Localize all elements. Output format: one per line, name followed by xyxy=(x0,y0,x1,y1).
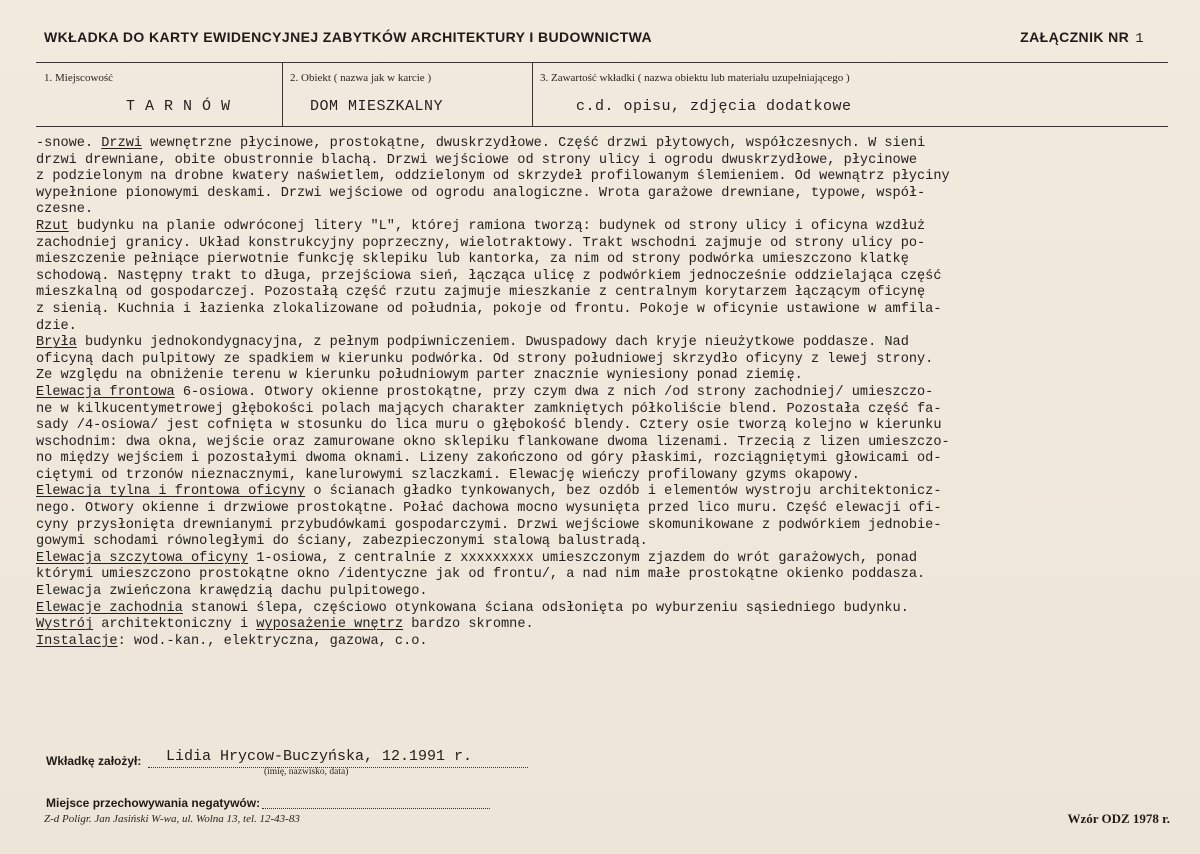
para-rear-elevation: Elewacja tylna i frontowa oficyny o ścianach gładko tynkowanych, bez ozdób i elementów wystroju architektonicz- nego. Otwory okienne i drzwiowe prostokątne. Połać dachowa mocno wysunięta przed lico muru. Część elewacji ofi- cyny przysłonięta drewnianymi przybudówkami gospodarczymi. Drzwi wejściowe skomunikowane z podwórkiem jednobie- gowymi schodami równoległymi do ściany, zabezpieczonymi stalową balustradą. xyxy=(36,484,942,550)
grid-divider-2 xyxy=(532,62,533,126)
heading-instalacje: Instalacje xyxy=(36,633,118,649)
field-town-value: T A R N Ó W xyxy=(126,98,231,115)
heading-drzwi: Drzwi xyxy=(101,136,143,151)
form-version: Wzór ODZ 1978 r. xyxy=(1067,811,1170,826)
para-interior: Wystrój architektoniczny i wyposażenie wnętrz bardzo skromne. xyxy=(36,617,534,633)
para-installations: Instalacje: wod.-kan., elektryczna, gazowa, c.o. xyxy=(36,633,428,649)
author-value: Lidia Hrycow-Buczyńska, 12.1991 r. xyxy=(166,748,473,765)
printer-imprint: Z-d Poligr. Jan Jasiński W-wa, ul. Wolna 13, tel. 12-43-83 xyxy=(44,813,300,825)
author-caption: (imię, nazwisko, data) xyxy=(264,767,349,777)
field-town-label: 1. Miejscowość xyxy=(44,72,114,84)
para-front-elevation: Elewacja frontowa 6-osiowa. Otwory okienne prostokątne, przy czym dwa z nich /od strony zachodniej/ umieszczo- ne w kilkucentymetrowej głębokości polach mających charakter zamkniętych półkoliście blend. Pozostała część fa- sady /4-osiowa/ jest cofnięta w stosunku do lica muru o głębokość blendy. Cztery osie tworzą kolejno w kierunku wschodnim: dwa okna, wejście oraz zamurowane okno sklepiku flankowane dwoma lizenami. Trzecią z lizen umieszczo- no między wejściem i pozostałymi dwoma oknami. Lizeny zakończono od góry płaskimi, rozciągniętymi głowicami od- ciętymi od trzonów nieznacznymi, kanelurowymi szlaczkami. Elewację wieńczy profilowany gzyms okapowy. xyxy=(36,384,950,483)
para-west-elevation: Elewacje zachodnia stanowi ślepa, częściowo otynkowana ściana odsłonięta po wyburzeniu sąsiedniego budynku. xyxy=(36,600,909,616)
heading-elewacja-szczytowa: Elewacja szczytowa oficyny xyxy=(36,550,249,566)
negatives-label: Miejsce przechowywania negatywów: xyxy=(46,796,261,810)
field-object-label: 2. Obiekt ( nazwa jak w karcie ) xyxy=(290,72,432,84)
para-doors: -snowe. Drzwi wewnętrzne płycinowe, prostokątne, dwuskrzydłowe. Część drzwi płytowych, współczesnych. W sieni drzwi drewniane, obite obustronnie blachą. Drzwi wejściowe od strony ulicy i ogrodu dwuskrzydłowe, płycinowe z podzielonym na drobne kwatery naświetlem, oddzielonym od skrzydeł profilowanym ślemieniem. Od wewnątrz płyciny wypełnione pionowymi deskami. Drzwi wejściowe od ogrodu analogiczne. Wrota garażowe drewniane, typowe, współ- czesne. xyxy=(36,136,950,218)
para-plan: Rzut budynku na planie odwróconej litery "L", której ramiona tworzą: budynek od strony ulicy i oficyna wzdłuż zachodniej granicy. Układ konstrukcyjny poprzeczny, wielotraktowy. Trakt wschodni zajmuje od strony ulicy po- mieszczenie pełniące pierwotnie funkcję sklepiku lub kantorka, za nim od strony podwórka umieszczono klatkę schodową. Następny trakt to długa, przejściowa sień, łącząca ulicę z podwórkiem jednocześnie oddzielająca część mieszkalną od gospodarczej. Pozostałą część rzutu zajmuje mieszkanie z centralnym korytarzem łączącym oficynę z sienią. Kuchnia i łazienka zlokalizowane od południa, pokoje od frontu. Pokoje w oficynie ustawione w amfila- dzie. xyxy=(36,218,942,334)
heading-wyposazenie: wyposażenie wnętrz xyxy=(256,617,404,633)
para-mass: Bryła budynku jednokondygnacyjna, z pełnym podpiwniczeniem. Dwuspadowy dach kryje nieużytkowe poddasze. Nad oficyną dach pulpitowy ze spadkiem w kierunku podwórka. Od strony południowej skrzydło oficyny z lewej strony. Ze względu na obniżenie terenu w kierunku południowym parter znacznie wyniesiony ponad ziemię. xyxy=(36,335,934,384)
grid-divider-1 xyxy=(282,62,283,126)
negatives-dotted-line xyxy=(262,808,490,809)
heading-elewacje-zachodnia: Elewacje zachodnia xyxy=(36,600,183,616)
heading-elewacja-frontowa: Elewacja frontowa xyxy=(36,384,175,400)
heading-wystroj: Wystrój xyxy=(36,617,94,633)
attachment-label-text: ZAŁĄCZNIK NR xyxy=(1020,29,1130,45)
field-contents-label: 3. Zawartość wkładki ( nazwa obiektu lub materiału uzupełniającego ) xyxy=(540,72,850,84)
field-object-value: DOM MIESZKALNY xyxy=(310,98,444,115)
attachment-number: 1 xyxy=(1135,31,1144,47)
grid-line-top xyxy=(36,62,1168,63)
heading-bryla: Bryła xyxy=(36,335,77,351)
para-gable-elevation: Elewacja szczytowa oficyny 1-osiowa, z centralnie z xxxxxxxxx umieszczonym zjazdem do wrót garażowych, ponad którymi umieszczono prostokątne okno /identyczne jak od frontu/, a nad nim małe prostokątne okienko poddasza. Elewacja zwieńczona krawędzią dachu pulpitowego. xyxy=(36,550,926,600)
form-title: WKŁADKA DO KARTY EWIDENCYJNEJ ZABYTKÓW ARCHITEKTURY I BUDOWNICTWA xyxy=(44,29,653,45)
heading-rzut: Rzut xyxy=(36,218,69,234)
author-label: Wkładkę założył: xyxy=(46,754,142,768)
grid-line-bottom xyxy=(36,126,1168,127)
heading-elewacja-tylna: Elewacja tylna i frontowa oficyny xyxy=(36,484,306,500)
attachment-label xyxy=(1020,29,1144,47)
description-text xyxy=(36,136,1186,650)
field-contents-value: c.d. opisu, zdjęcia dodatkowe xyxy=(576,98,852,115)
